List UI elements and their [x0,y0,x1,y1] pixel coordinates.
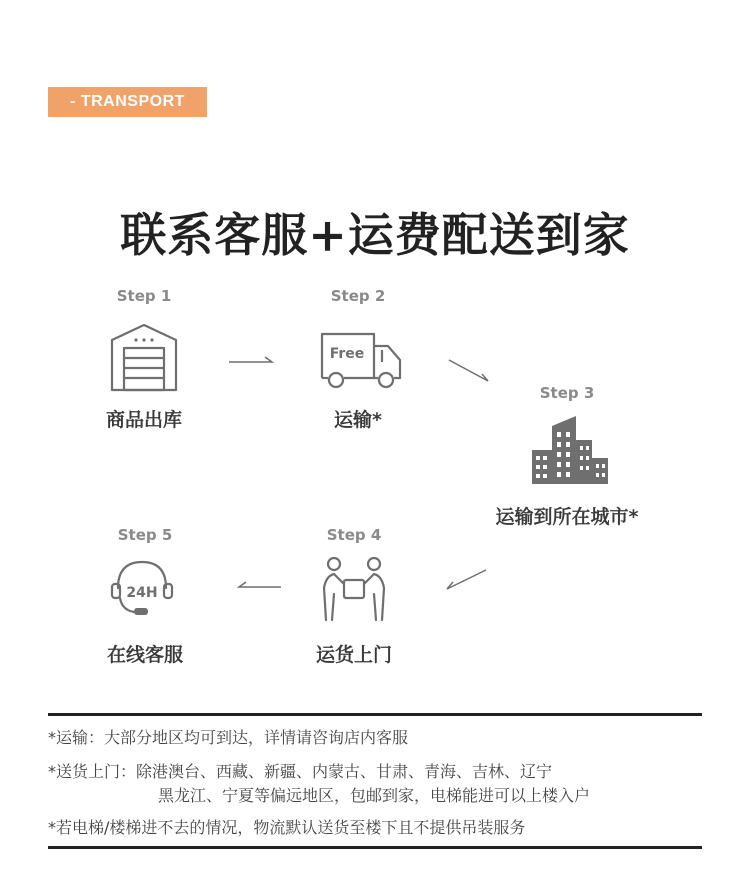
notes-top-rule [48,713,702,716]
warehouse-icon [110,322,178,392]
step-1-title: 商品出库 [105,409,182,431]
note-transport: *运输：大部分地区均可到达，详情请咨询店内客服 [48,728,409,747]
arrow-down-left-icon [443,568,487,592]
note-delivery: *送货上门：除港澳台、西藏、新疆、内蒙古、甘肃、青海、吉林、辽宁 [48,762,553,781]
arrow-left-icon [236,580,282,592]
step-3-label: Step 3 [539,384,595,402]
headset-24h-text: 24H [126,585,158,601]
note-stairs: *若电梯/楼梯进不去的情况，物流默认送货至楼下且不提供吊装服务 [48,818,526,837]
step-5-label: Step 5 [117,526,173,544]
truck-free-text: Free [329,346,365,362]
step-3-title: 运输到所在城市* [495,506,639,528]
step-2-title: 运输* [334,409,382,431]
city-buildings-icon [530,414,610,486]
step-4-title: 运货上门 [315,644,392,666]
delivery-people-icon [320,556,388,622]
notes-bottom-rule [48,846,702,849]
headset-24h-icon [108,558,176,622]
step-5-title: 在线客服 [106,644,183,666]
step-1-label: Step 1 [116,287,172,305]
note-delivery-continued: 黑龙江、宁夏等偏远地区，包邮到家，电梯能进可以上楼入户 [158,786,591,805]
free-truck-icon [318,330,404,392]
page-headline: 联系客服+运费配送到家 [120,208,630,262]
step-2-label: Step 2 [330,287,386,305]
arrow-right-icon [228,355,276,367]
transport-badge: - TRANSPORT [48,87,207,117]
step-4-label: Step 4 [326,526,382,544]
arrow-down-right-icon [448,358,492,384]
